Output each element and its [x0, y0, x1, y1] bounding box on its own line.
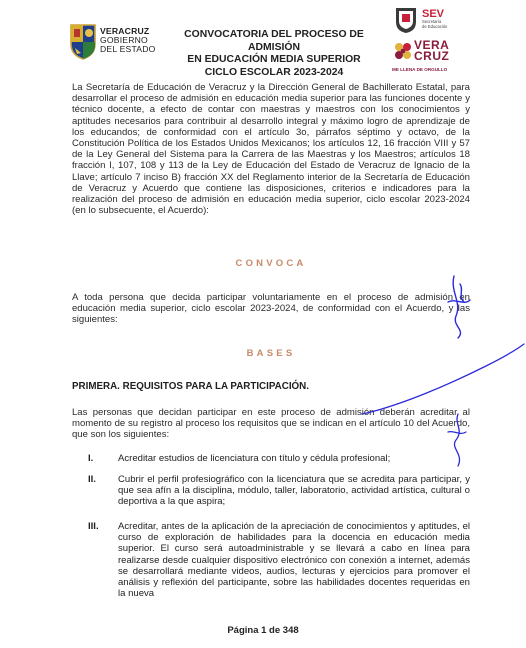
veracruz-wordmark [414, 40, 449, 62]
page-number-footer: Página 1 de 348 [227, 625, 299, 636]
gov-line-2: GOBIERNO [100, 35, 148, 45]
title-line-2: EN EDUCACIÓN MEDIA SUPERIOR [187, 54, 361, 65]
sev-sub-line-2: de Educación [422, 23, 448, 29]
requirement-number: II. [88, 474, 96, 485]
requirement-number: I. [88, 453, 94, 464]
veracruz-tagline: ME LLENA DE ORGULLO [392, 67, 448, 72]
title-line-3: CICLO ESCOLAR 2023-2024 [204, 66, 344, 78]
state-shield-icon [68, 22, 98, 60]
section-title-primera: PRIMERA. REQUISITOS PARA LA PARTICIPACIÓN. [72, 381, 309, 392]
bases-heading: BASES [246, 348, 296, 359]
intro-paragraph: La Secretaría de Educación de Veracruz y la Dirección General de Bachillerato Estatal, para desarrollar el proceso de admisión en educación media superior para las funciones docente y técnico docente, a efecto de contar con maestras y maestros con los conocimientos y aptitudes necesarios para contribuir al desarrollo integral y máximo logro de aprendizaje de los educandos; de conformidad con el artículo 3o, párrafos séptimo y octavo, de la Constitución Política de los Estados Unidos Mexicanos; los artículos 12, 16 fracción VIII y 57 de la Ley General del Sistema para la Carrera de las Maestras y los Maestros; artículos 18 fracción I, 107, 108 y 113 de la Ley de Educación del Estado de Veracruz de Ignacio de la Llave; artículo 7 inciso B) fracción XX del Reglamento interior de la Secretaría de Educación de Veracruz y Acuerdo que contiene las disposiciones, criterios e indicadores para la realización del proceso de admisión en educación media superior, ciclo escolar 2023-2024 (en lo subsecuente, el Acuerdo): [72, 82, 470, 217]
requirement-text: Acreditar estudios de licenciatura con título y cédula profesional; [118, 453, 391, 464]
sev-logo [394, 6, 460, 36]
section1-intro-paragraph: Las personas que decidan participar en este proceso de admisión deberán acreditar al momento de su registro al proceso los requisitos que se indican en el artículo 10 del Acuerdo, que son los siguientes: [72, 407, 470, 441]
convoca-paragraph: A toda persona que decida participar voluntariamente en el proceso de admisión en educación media superior, ciclo escolar 2023-2024, de conformidad con el Acuerdo, y las siguientes: [72, 292, 470, 326]
sev-name: SEV [422, 8, 445, 20]
title-line-1: CONVOCATORIA DEL PROCESO DE ADMISIÓN [184, 29, 364, 53]
requirement-number: III. [88, 521, 99, 532]
sev-sub-line-1: Secretaría [422, 19, 442, 24]
government-wordmark [100, 27, 155, 54]
sev-subtitle [422, 20, 447, 29]
veracruz-flower-icon [392, 40, 414, 66]
veracruz-word-1: VERA [414, 38, 450, 52]
gov-line-1: VERACRUZ [100, 26, 150, 36]
veracruz-government-logo [68, 22, 160, 62]
requirement-text: Acreditar, antes de la aplicación de la apreciación de conocimientos y aptitudes, el curso de exploración de habilidades para la docencia en educación media superior. El curso será autoadministrable y se llevará a cabo en línea para realizarse desde cualquier dispositivo electrónico con conexión a internet, además se desarrollará mediante videos, audios, lecturas y ejercicios para promover el análisis y reflexión del participante, sobre las habilidades docentes requeridas en la nueva [118, 521, 470, 600]
convoca-heading: CONVOCA [235, 258, 307, 269]
sev-emblem-icon [394, 6, 418, 34]
veracruz-pride-logo [392, 40, 462, 74]
requirement-text: Cubrir el perfil profesiográfico con la licenciatura que se acredita para participar, y que sea afín a la disciplina, módulo, taller, laboratorio, actividad artística, cultural o deportiva a la que aspira; [118, 474, 470, 508]
gov-line-3: DEL ESTADO [100, 44, 156, 54]
document-title [158, 29, 390, 79]
veracruz-word-2: CRUZ [414, 49, 450, 63]
